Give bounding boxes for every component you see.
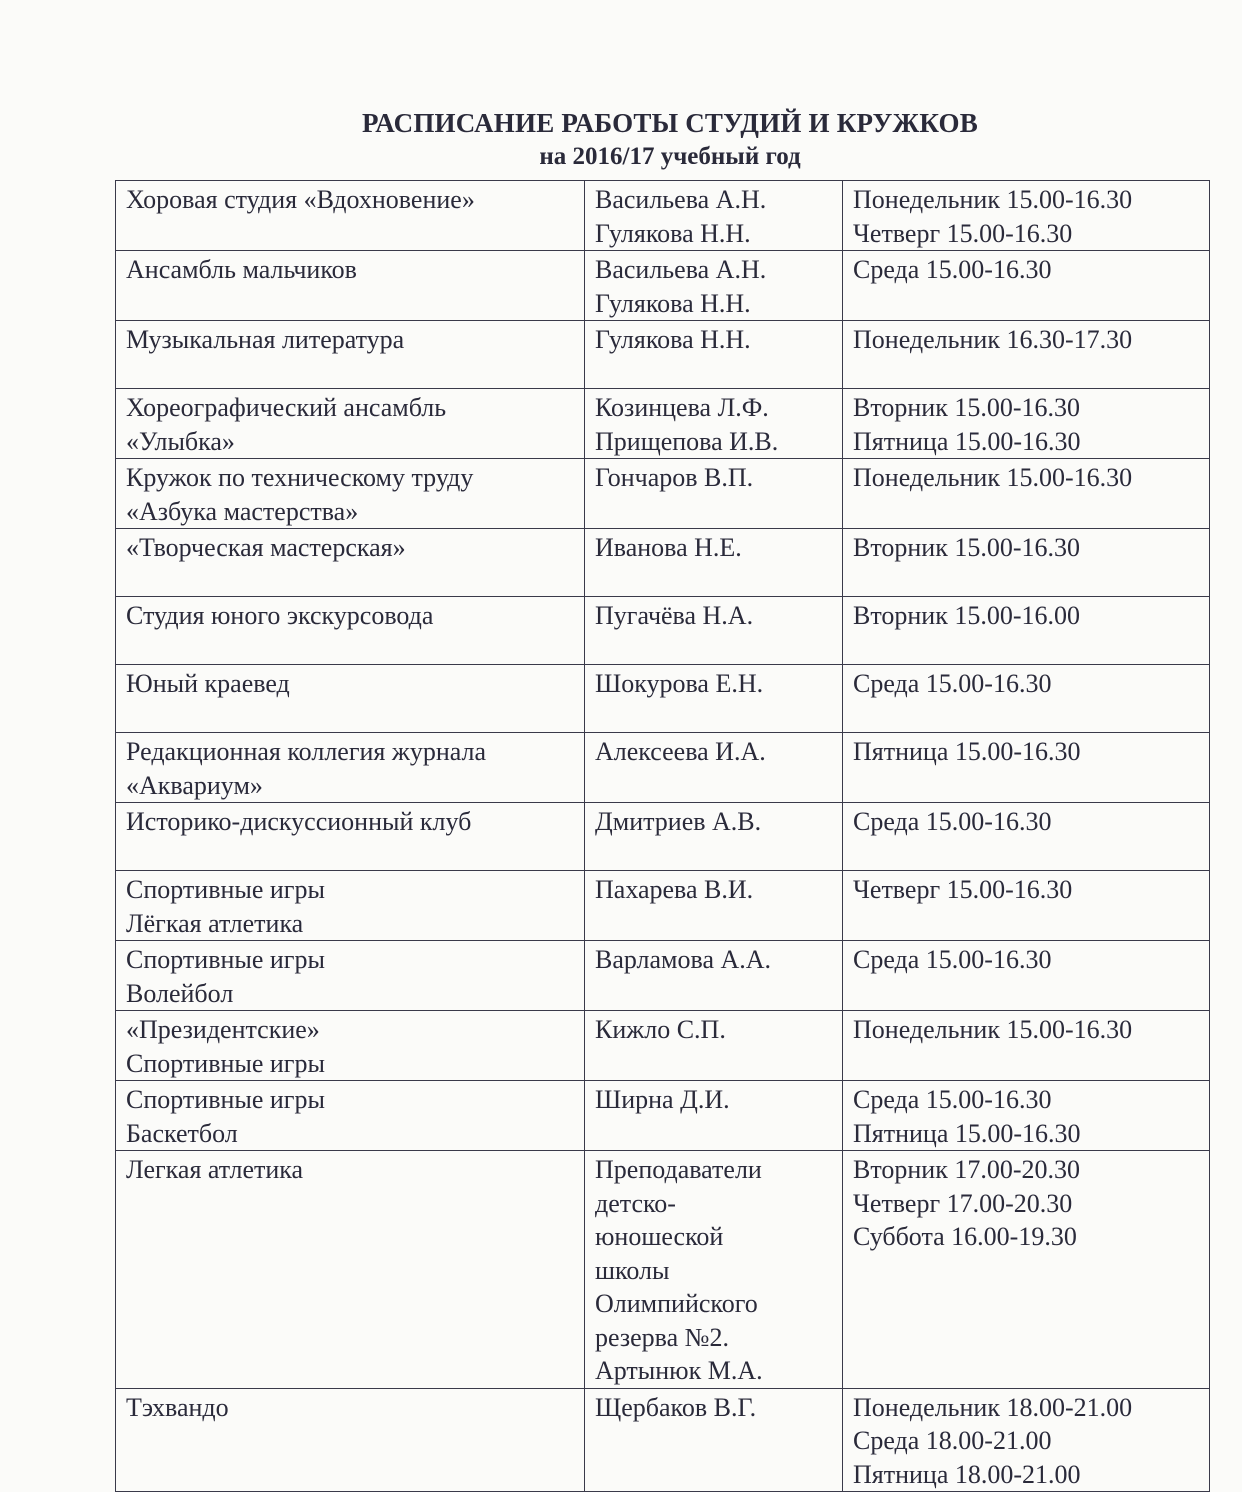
schedule-cell: Понедельник 16.30-17.30 xyxy=(843,321,1210,389)
teacher-cell: Козинцева Л.Ф. Прищепова И.В. xyxy=(585,389,843,459)
teacher-cell: Дмитриев А.В. xyxy=(585,803,843,871)
schedule-cell: Вторник 15.00-16.00 xyxy=(843,597,1210,665)
teacher-cell: Иванова Н.Е. xyxy=(585,529,843,597)
teacher-cell: Щербаков В.Г. xyxy=(585,1388,843,1492)
table-row xyxy=(116,733,1210,803)
teacher-cell: Шокурова Е.Н. xyxy=(585,665,843,733)
schedule-cell: Понедельник 15.00-16.30 Четверг 15.00-16.30 xyxy=(843,181,1210,251)
teacher-cell: Преподаватели детско- юношеской школы Олимпийского резерва №2. Артынюк М.А. xyxy=(585,1151,843,1389)
activity-cell: Студия юного экскурсовода xyxy=(116,597,585,665)
table-row xyxy=(116,459,1210,529)
table-row xyxy=(116,251,1210,321)
activity-cell: Юный краевед xyxy=(116,665,585,733)
table-row xyxy=(116,665,1210,733)
teacher-cell: Гулякова Н.Н. xyxy=(585,321,843,389)
table-row xyxy=(116,597,1210,665)
schedule-cell: Вторник 17.00-20.30 Четверг 17.00-20.30 Суббота 16.00-19.30 xyxy=(843,1151,1210,1389)
table-row xyxy=(116,181,1210,251)
activity-cell: Редакционная коллегия журнала «Аквариум» xyxy=(116,733,585,803)
schedule-cell: Вторник 15.00-16.30 Пятница 15.00-16.30 xyxy=(843,389,1210,459)
activity-cell: Кружок по техническому труду «Азбука мастерства» xyxy=(116,459,585,529)
schedule-table xyxy=(115,180,1210,1492)
schedule-cell: Среда 15.00-16.30 xyxy=(843,665,1210,733)
schedule-cell: Среда 15.00-16.30 xyxy=(843,251,1210,321)
page-subtitle: на 2016/17 учебный год xyxy=(539,143,801,170)
schedule-cell: Пятница 15.00-16.30 xyxy=(843,733,1210,803)
teacher-cell: Пугачёва Н.А. xyxy=(585,597,843,665)
schedule-cell: Понедельник 15.00-16.30 xyxy=(843,459,1210,529)
table-row xyxy=(116,389,1210,459)
activity-cell: Тэхвандо xyxy=(116,1388,585,1492)
activity-cell: Ансамбль мальчиков xyxy=(116,251,585,321)
table-row xyxy=(116,871,1210,941)
table-row xyxy=(116,1011,1210,1081)
teacher-cell: Гончаров В.П. xyxy=(585,459,843,529)
activity-cell: Историко-дискуссионный клуб xyxy=(116,803,585,871)
teacher-cell: Пахарева В.И. xyxy=(585,871,843,941)
activity-cell: «Творческая мастерская» xyxy=(116,529,585,597)
activity-cell: Легкая атлетика xyxy=(116,1151,585,1389)
activity-cell: Спортивные игры Волейбол xyxy=(116,941,585,1011)
page-title: РАСПИСАНИЕ РАБОТЫ СТУДИЙ И КРУЖКОВ xyxy=(362,108,978,138)
activity-cell: Музыкальная литература xyxy=(116,321,585,389)
schedule-cell: Четверг 15.00-16.30 xyxy=(843,871,1210,941)
schedule-cell: Среда 15.00-16.30 xyxy=(843,941,1210,1011)
activity-cell: Хоровая студия «Вдохновение» xyxy=(116,181,585,251)
teacher-cell: Ширна Д.И. xyxy=(585,1081,843,1151)
table-row xyxy=(116,321,1210,389)
schedule-cell: Понедельник 15.00-16.30 xyxy=(843,1011,1210,1081)
schedule-cell: Среда 15.00-16.30 xyxy=(843,803,1210,871)
table-row xyxy=(116,1081,1210,1151)
activity-cell: «Президентские» Спортивные игры xyxy=(116,1011,585,1081)
schedule-cell: Вторник 15.00-16.30 xyxy=(843,529,1210,597)
table-row xyxy=(116,941,1210,1011)
teacher-cell: Варламова А.А. xyxy=(585,941,843,1011)
table-row xyxy=(116,803,1210,871)
teacher-cell: Кижло С.П. xyxy=(585,1011,843,1081)
activity-cell: Спортивные игры Баскетбол xyxy=(116,1081,585,1151)
schedule-cell: Среда 15.00-16.30 Пятница 15.00-16.30 xyxy=(843,1081,1210,1151)
table-row xyxy=(116,1151,1210,1389)
teacher-cell: Алексеева И.А. xyxy=(585,733,843,803)
teacher-cell: Васильева А.Н. Гулякова Н.Н. xyxy=(585,251,843,321)
schedule-cell: Понедельник 18.00-21.00 Среда 18.00-21.00 Пятница 18.00-21.00 xyxy=(843,1388,1210,1492)
table-row xyxy=(116,529,1210,597)
teacher-cell: Васильева А.Н. Гулякова Н.Н. xyxy=(585,181,843,251)
table-row xyxy=(116,1388,1210,1492)
activity-cell: Хореографический ансамбль «Улыбка» xyxy=(116,389,585,459)
activity-cell: Спортивные игры Лёгкая атлетика xyxy=(116,871,585,941)
